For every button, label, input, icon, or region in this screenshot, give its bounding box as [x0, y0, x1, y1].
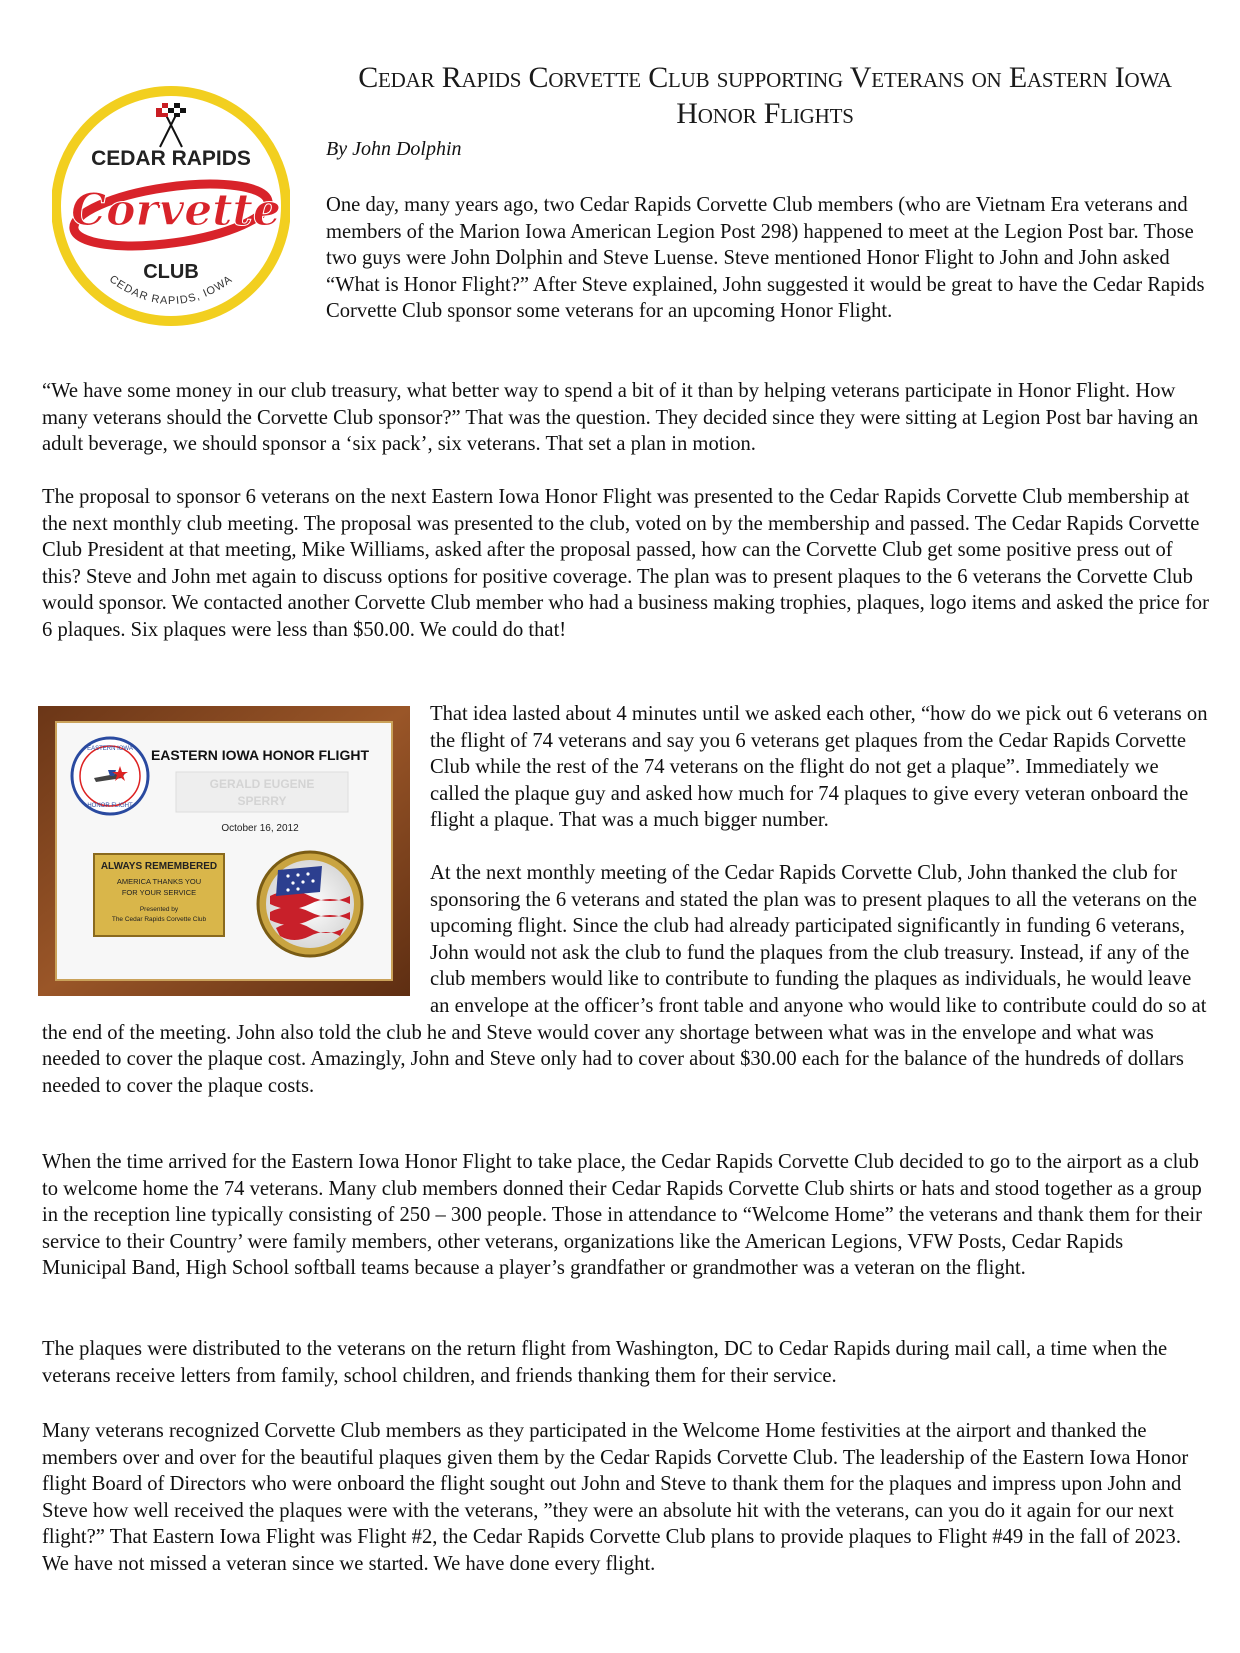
plate-line-1: AMERICA THANKS YOU [116, 877, 202, 886]
paragraph-text: One day, many years ago, two Cedar Rapids Corvette Club members (who are Vietnam Era veterans and members of the Marion Iowa American Legion Post 298) happened to meet at the Legion Post bar. Those two guys were John Dolphin and Steve Luense. Steve mentioned Honor Flight to John and John asked “What is Honor Flight?” After Steve explained, John suggested it would be great to have the Cedar Rapids Corvette Club sponsor some veterans for an upcoming Honor Flight. [326, 194, 1205, 323]
paragraph-4 [42, 1149, 1212, 1282]
logo-top-text: CEDAR RAPIDS [91, 147, 251, 170]
logo-bottom-text: CLUB [143, 261, 199, 283]
paragraph-text: That idea lasted about 4 minutes until we asked each other, “how do we pick out 6 veterans on the flight of 74 veterans and say you 6 veterans get plaques from the Cedar Rapids Corvette Club while the rest of the 74 veterans on the flight do not get a plaque”. Immediately we called the plaque guy and asked how much for 74 plaques to give every veteran onboard the flight a plaque. That was a much bigger number. [430, 703, 1208, 832]
seal-bottom-text: HONOR FLIGHT [87, 803, 133, 809]
paragraph-3-with-image [42, 701, 1212, 1099]
plaque-photo [38, 706, 410, 996]
paragraph-2 [42, 484, 1212, 644]
seal-top-text: EASTERN IOWA [87, 746, 133, 752]
plate-line-2: FOR YOUR SERVICE [121, 888, 197, 897]
paragraph-6 [42, 1418, 1212, 1578]
corvette-club-logo [52, 75, 290, 337]
name-line-2: SPERRY [237, 794, 287, 808]
paragraph-text: At the next monthly meeting of the Cedar Rapids Corvette Club, John thanked the club for sponsoring the 6 veterans and stated the plan was to present plaques to all the veterans on the upcoming flight. Since the club had already participated significantly in funding 6 veterans, John would not ask the club to fund the plaques from the club treasury. Instead, if any of the club members would like to contribute to funding the plaques as individuals, he would leave an envelope at the officer’s front table and anyone who would like to contribute could do so at the end of the meeting. John also told the club he and Steve would cover any shortage between what was in the envelope and what was needed to cover the plaque cost. Amazingly, John and Steve only had to cover about $30.00 each for the balance of the hundreds of dollars needed to cover the plaque costs. [42, 861, 1207, 1097]
paragraph-5 [42, 1336, 1212, 1389]
plate-title: ALWAYS REMEMBERED [100, 861, 218, 872]
honor-flight-seal-icon [72, 738, 148, 814]
paragraph-text: Many veterans recognized Corvette Club members as they participated in the Welcome Home festivities at the airport and thanked the members over and over for the beautiful plaques given them by the Cedar Rapids Corvette Club. The leadership of the Eastern Iowa Honor flight Board of Directors who were onboard the flight sought out John and Steve to thank them for the plaques and impress upon John and Steve how well received the plaques were with the veterans, ”they were an absolute hit with the veterans, can you do it again for our next flight?” That Eastern Iowa Flight was Flight #2, the Cedar Rapids Corvette Club plans to provide plaques to Flight #49 in the fall of 2023. We have not missed a veteran since we started. We have done every flight. [42, 1420, 1189, 1575]
plate-line-3: Presented by [139, 906, 179, 913]
paragraph-text: The plaques were distributed to the veterans on the return flight from Washington, DC to Cedar Rapids during mail call, a time when the veterans receive letters from family, school children, and friends thanking them for their service. [42, 1338, 1168, 1387]
plaque-date: October 16, 2012 [221, 823, 299, 834]
name-line-1: GERALD EUGENE [209, 777, 315, 791]
article-title: Cedar Rapids Corvette Club supporting Veterans on Eastern Iowa Honor Flights [358, 61, 1172, 130]
paragraph-text: “We have some money in our club treasury, what better way to spend a bit of it than by helping veterans participate in Honor Flight. How many veterans should the Corvette Club sponsor?” That was the question. They decided since they were sitting at Legion Post bar having an adult beverage, we should sponsor a ‘six pack’, six veterans. That set a plan in motion. [42, 380, 1199, 456]
flag-medallion-icon [258, 852, 362, 956]
intro-paragraph [326, 192, 1206, 325]
plate-line-4: The Cedar Rapids Corvette Club [111, 916, 207, 923]
paragraph-text: When the time arrived for the Eastern Iowa Honor Flight to take place, the Cedar Rapids Corvette Club decided to go to the airport as a club to welcome home the 74 veterans. Many club members donned their Cedar Rapids Corvette Club shirts or hats and stood together as a group in the reception line typically consisting of 250 – 300 people. Those in attendance to “Welcome Home” the veterans and thank them for their service to their Country’ were family members, other veterans, organizations like the American Legions, VFW Posts, Cedar Rapids Municipal Band, High School softball teams because a player’s grandfather or grandmother was a veteran on the flight. [42, 1151, 1203, 1280]
paragraph-1 [42, 378, 1212, 458]
plaque-header: EASTERN IOWA HONOR FLIGHT [150, 747, 370, 763]
paragraph-text: The proposal to sponsor 6 veterans on the next Eastern Iowa Honor Flight was presented to the Cedar Rapids Corvette Club membership at the next monthly club meeting. The proposal was presented to the club, voted on by the membership and passed. The Cedar Rapids Corvette Club President at that meeting, Mike Williams, asked after the proposal passed, how can the Corvette Club get some positive press out of this? Steve and John met again to discuss options for positive coverage. The plan was to present plaques to the 6 veterans the Corvette Club would sponsor. We contacted another Corvette Club member who had a business making trophies, plaques, logo items and asked the price for 6 plaques. Six plaques were less than $50.00. We could do that! [42, 486, 1209, 641]
article-byline: By John Dolphin [326, 138, 462, 160]
logo-arc-text: CEDAR RAPIDS, IOWA [107, 273, 235, 308]
logo-script-text: Corvette [71, 185, 281, 236]
